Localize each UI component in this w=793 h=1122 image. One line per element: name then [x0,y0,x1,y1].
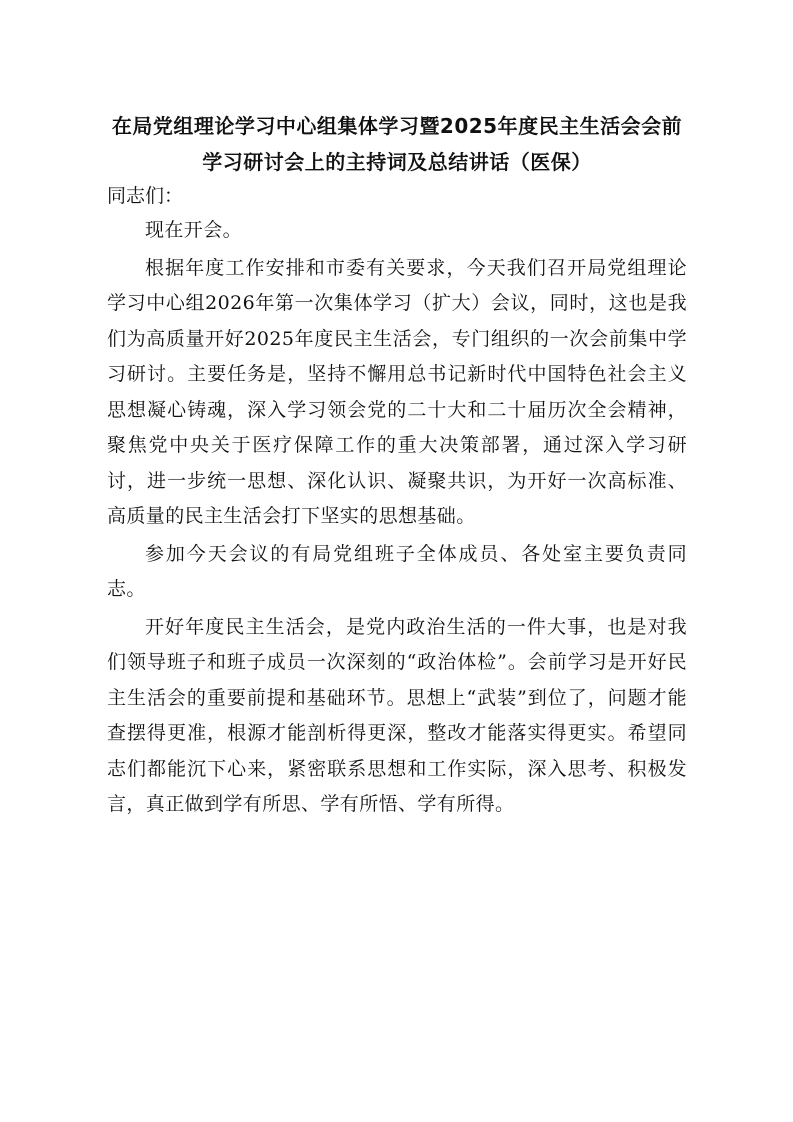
document-page [107,108,687,825]
title-line-1: 在局党组理论学习中心组集体学习暨2025年度民主生活会会前 [111,114,683,138]
paragraph-opening: 现在开会。 [145,219,243,241]
title-line-2: 学习研讨会上的主持词及总结讲话（医保） [202,150,592,174]
document-title [107,108,687,180]
paragraph-significance: 开好年度民主生活会，是党内政治生活的一件大事，也是对我们领导班子和班子成员一次深刻的“政治体检”。会前学习是开好民主生活会的重要前提和基础环节。思想上“武装”到位了，问题才能查摆得更准，根源才能剖析得更深，整改才能落实得更实。希望同志们都能沉下心来，紧密联系思想和工作实际，深入思考、积极发言，真正做到学有所思、学有所悟、学有所得。 [107,615,687,815]
salutation: 同志们： [107,185,184,207]
paragraph-purpose: 根据年度工作安排和市委有关要求，今天我们召开局党组理论学习中心组2026年第一次集体学习（扩大）会议，同时，这也是我们为高质量开好2025年度民主生活会，专门组织的一次会前集中学习研讨。主要任务是，坚持不懈用总书记新时代中国特色社会主义思想凝心铸魂，深入学习领会党的二十大和二十届历次全会精神，聚焦党中央关于医疗保障工作的重大决策部署，通过深入学习研讨，进一步统一思想、深化认识、凝聚共识，为开好一次高标准、高质量的民主生活会打下坚实的思想基础。 [107,256,687,527]
paragraph-attendees: 参加今天会议的有局党组班子全体成员、各处室主要负责同志。 [107,542,687,600]
